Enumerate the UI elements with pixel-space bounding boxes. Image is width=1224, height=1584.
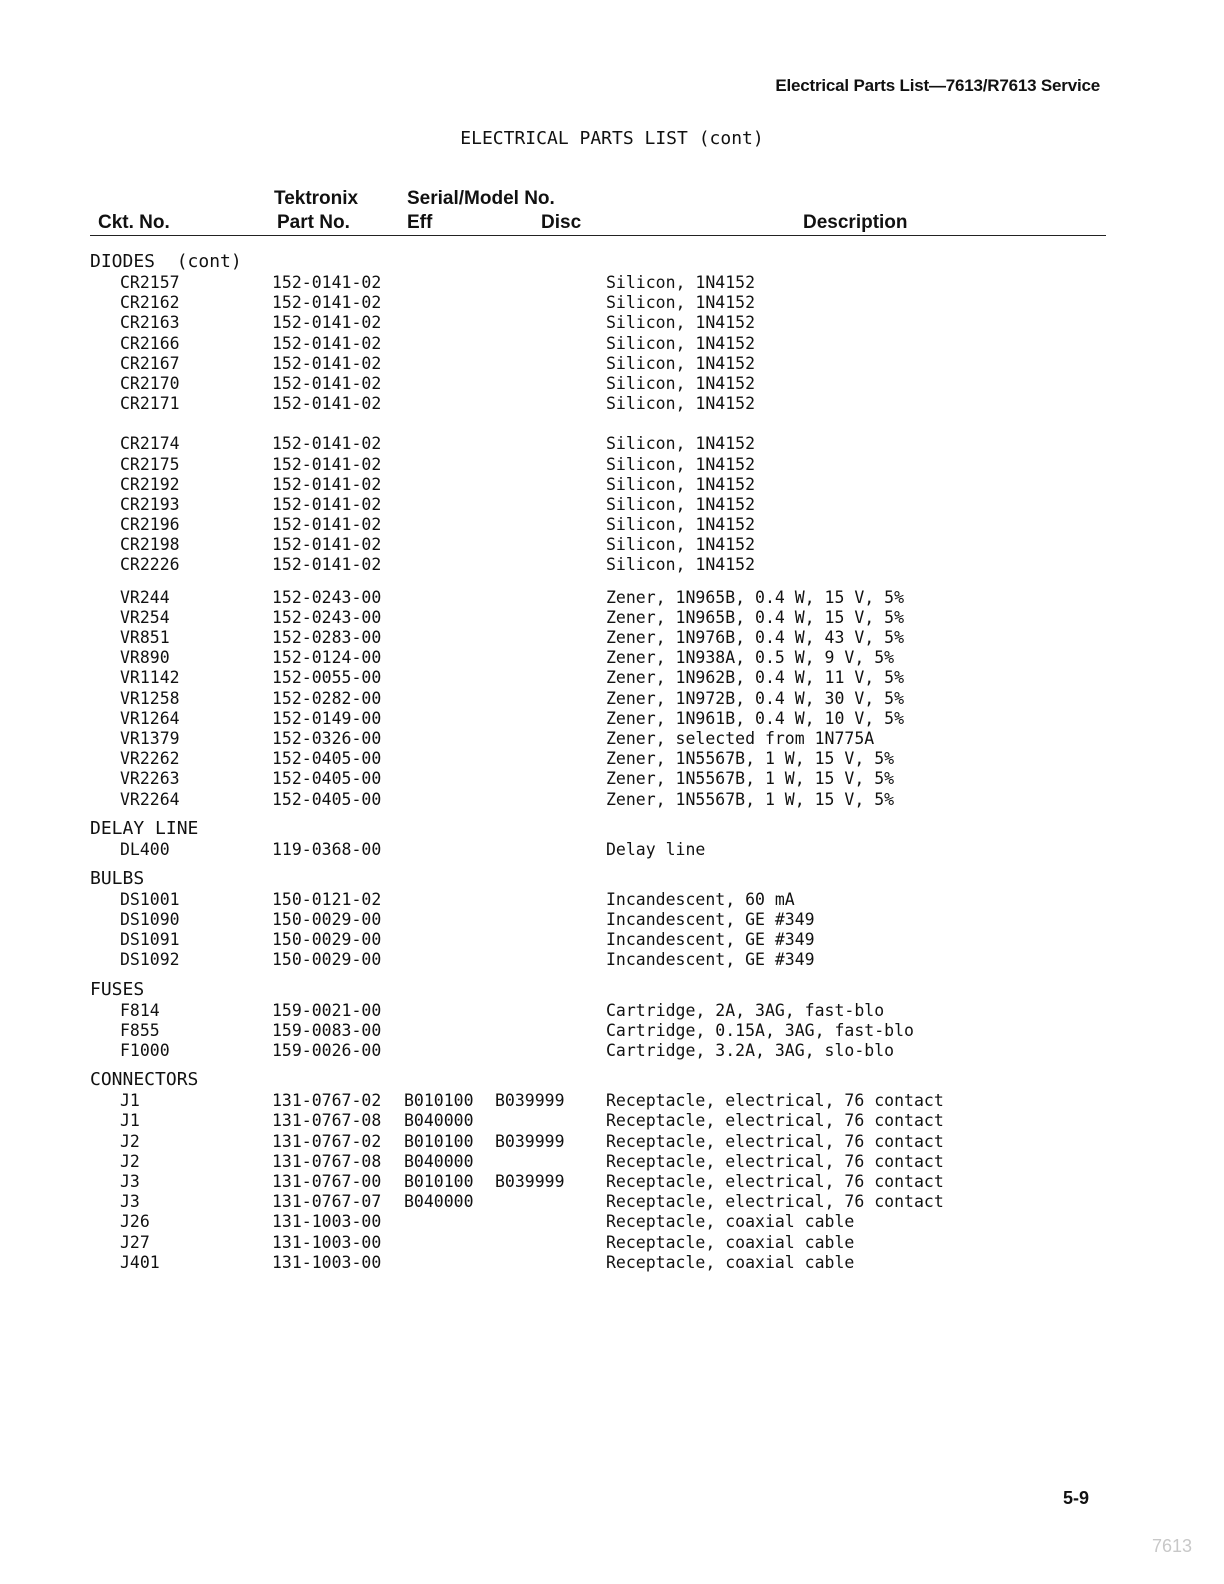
ckt-no: VR2262 <box>120 749 180 769</box>
ckt-no: CR2171 <box>120 394 180 414</box>
ckt-no: CR2196 <box>120 515 180 535</box>
part-no: 159-0026-00 <box>272 1041 382 1060</box>
description: Zener, 1N976B, 0.4 W, 43 V, 5% <box>606 628 905 647</box>
section-title: DELAY LINE <box>90 817 199 839</box>
part-no: 152-0141-02 <box>272 293 382 313</box>
serial-eff: B040000 <box>404 1111 474 1131</box>
table-row <box>90 1021 1106 1041</box>
description: Incandescent, GE #349 <box>606 930 815 950</box>
header-rule <box>90 235 1106 236</box>
ckt-no: VR2263 <box>120 769 180 789</box>
col-tektronix: Tektronix <box>274 188 359 209</box>
description: Zener, 1N938A, 0.5 W, 9 V, 5% <box>606 648 895 668</box>
row-gap <box>90 576 1106 588</box>
part-no: 131-0767-08 <box>272 1111 382 1131</box>
table-row <box>90 334 1106 354</box>
description: Silicon, 1N4152 <box>606 373 756 393</box>
part-no: 152-0141-02 <box>272 434 382 454</box>
ckt-no: CR2174 <box>120 434 180 454</box>
description: Receptacle, electrical, 76 contact <box>606 1131 944 1151</box>
ckt-no: CR2226 <box>120 555 180 575</box>
table-row <box>90 475 1106 495</box>
description: Silicon, 1N4152 <box>606 293 756 313</box>
serial-eff: B040000 <box>404 1151 474 1171</box>
description: Receptacle, coaxial cable <box>606 1252 855 1272</box>
description: Receptacle, electrical, 76 contact <box>606 1111 944 1131</box>
description: Silicon, 1N4152 <box>606 333 756 353</box>
part-no: 152-0124-00 <box>272 648 382 668</box>
col-ckt-no: Ckt. No. <box>98 212 170 233</box>
serial-eff: B010100 <box>404 1131 474 1151</box>
part-no: 150-0029-00 <box>272 950 382 970</box>
description: Incandescent, GE #349 <box>606 950 815 970</box>
row-gap <box>90 414 1106 434</box>
part-no: 152-0141-02 <box>272 373 382 393</box>
table-row <box>90 273 1106 293</box>
table-row <box>90 790 1106 810</box>
table-row <box>90 749 1106 769</box>
table-row <box>90 1233 1106 1253</box>
section-title: BULBS <box>90 867 145 889</box>
ckt-no: J2 <box>120 1151 140 1171</box>
table-row <box>90 840 1106 860</box>
ckt-no: F814 <box>120 1000 160 1020</box>
description: Silicon, 1N4152 <box>606 394 756 414</box>
description: Zener, 1N5567B, 1 W, 15 V, 5% <box>606 769 895 789</box>
ckt-no: CR2175 <box>120 454 180 474</box>
ckt-no: CR2193 <box>120 494 180 514</box>
ckt-no: VR244 <box>120 587 170 607</box>
col-disc: Disc <box>541 212 582 233</box>
table-row <box>90 455 1106 475</box>
part-no: 159-0083-00 <box>272 1020 382 1040</box>
page-number: 5-9 <box>1062 1488 1089 1508</box>
table-row <box>90 495 1106 515</box>
part-no: 150-0121-02 <box>272 889 382 909</box>
col-eff: Eff <box>407 212 433 233</box>
description: Delay line <box>606 839 706 859</box>
page-title: ELECTRICAL PARTS LIST (cont) <box>460 128 764 149</box>
part-no: 152-0405-00 <box>272 749 382 769</box>
ckt-no: VR254 <box>120 607 170 627</box>
part-no: 152-0141-02 <box>272 333 382 353</box>
table-row <box>90 1001 1106 1021</box>
ckt-no: CR2170 <box>120 373 180 393</box>
serial-eff: B010100 <box>404 1091 474 1111</box>
ckt-no: CR2163 <box>120 313 180 333</box>
table-row <box>90 668 1106 688</box>
ckt-no: DS1090 <box>120 910 180 930</box>
ckt-no: DS1091 <box>120 930 180 950</box>
table-row <box>90 1041 1106 1061</box>
description: Zener, 1N965B, 0.4 W, 15 V, 5% <box>606 607 905 627</box>
part-no: 131-1003-00 <box>272 1212 382 1232</box>
ckt-no: J1 <box>120 1091 140 1111</box>
description: Silicon, 1N4152 <box>606 454 756 474</box>
description: Silicon, 1N4152 <box>606 494 756 514</box>
description: Zener, selected from 1N775A <box>606 728 875 748</box>
part-no: 150-0029-00 <box>272 930 382 950</box>
parts-section <box>90 868 1106 971</box>
part-no: 152-0243-00 <box>272 587 382 607</box>
part-no: 119-0368-00 <box>272 839 382 859</box>
description: Zener, 1N965B, 0.4 W, 15 V, 5% <box>606 587 905 607</box>
ckt-no: CR2167 <box>120 353 180 373</box>
ckt-no: VR1142 <box>120 668 180 688</box>
parts-section <box>90 818 1106 860</box>
description: Silicon, 1N4152 <box>606 353 756 373</box>
serial-disc: B039999 <box>495 1091 565 1111</box>
part-no: 152-0141-02 <box>272 394 382 414</box>
parts-section <box>90 1069 1106 1273</box>
description: Silicon, 1N4152 <box>606 535 756 555</box>
description: Silicon, 1N4152 <box>606 515 756 535</box>
ckt-no: CR2192 <box>120 474 180 494</box>
description: Zener, 1N5567B, 1 W, 15 V, 5% <box>606 749 895 769</box>
description: Zener, 1N5567B, 1 W, 15 V, 5% <box>606 789 895 809</box>
part-no: 152-0141-02 <box>272 474 382 494</box>
ckt-no: VR1379 <box>120 728 180 748</box>
table-row <box>90 1192 1106 1212</box>
description: Zener, 1N961B, 0.4 W, 10 V, 5% <box>606 708 905 728</box>
ckt-no: CR2157 <box>120 273 180 292</box>
part-no: 152-0326-00 <box>272 728 382 748</box>
part-no: 152-0141-02 <box>272 273 382 292</box>
table-row <box>90 354 1106 374</box>
description: Receptacle, electrical, 76 contact <box>606 1192 944 1212</box>
ckt-no: J2 <box>120 1131 140 1151</box>
description: Cartridge, 3.2A, 3AG, slo-blo <box>606 1041 895 1060</box>
description: Cartridge, 2A, 3AG, fast-blo <box>606 1000 885 1020</box>
table-row <box>90 910 1106 930</box>
table-row <box>90 1152 1106 1172</box>
table-row <box>90 434 1106 454</box>
description: Receptacle, coaxial cable <box>606 1212 855 1232</box>
part-no: 152-0141-02 <box>272 494 382 514</box>
table-row <box>90 1132 1106 1152</box>
part-no: 159-0021-00 <box>272 1000 382 1020</box>
table-row <box>90 313 1106 333</box>
serial-eff: B010100 <box>404 1171 474 1191</box>
table-row <box>90 374 1106 394</box>
serial-disc: B039999 <box>495 1131 565 1151</box>
ckt-no: VR851 <box>120 628 170 647</box>
serial-disc: B039999 <box>495 1171 565 1191</box>
table-row <box>90 1172 1106 1192</box>
description: Receptacle, coaxial cable <box>606 1232 855 1252</box>
section-title: FUSES <box>90 978 145 1000</box>
parts-list <box>90 251 1106 1273</box>
ckt-no: DL400 <box>120 839 170 859</box>
description: Incandescent, 60 mA <box>606 889 795 909</box>
ckt-no: J3 <box>120 1192 140 1212</box>
table-row <box>90 689 1106 709</box>
col-part-no: Part No. <box>277 212 350 233</box>
part-no: 152-0141-02 <box>272 555 382 575</box>
part-no: 152-0141-02 <box>272 353 382 373</box>
part-no: 152-0405-00 <box>272 789 382 809</box>
part-no: 152-0405-00 <box>272 769 382 789</box>
description: Silicon, 1N4152 <box>606 474 756 494</box>
part-no: 131-0767-02 <box>272 1091 382 1111</box>
description: Cartridge, 0.15A, 3AG, fast-blo <box>606 1020 914 1040</box>
description: Receptacle, electrical, 76 contact <box>606 1151 944 1171</box>
table-row <box>90 890 1106 910</box>
table-row <box>90 535 1106 555</box>
table-row <box>90 1091 1106 1111</box>
ckt-no: J3 <box>120 1171 140 1191</box>
ckt-no: VR1264 <box>120 708 180 728</box>
part-no: 152-0141-02 <box>272 454 382 474</box>
description: Zener, 1N962B, 0.4 W, 11 V, 5% <box>606 668 905 688</box>
watermark: 7613 <box>1151 1536 1192 1556</box>
parts-section <box>90 251 1106 810</box>
ckt-no: CR2162 <box>120 293 180 313</box>
description: Silicon, 1N4152 <box>606 555 756 575</box>
table-row <box>90 950 1106 970</box>
table-row <box>90 769 1106 789</box>
part-no: 131-1003-00 <box>272 1232 382 1252</box>
description: Silicon, 1N4152 <box>606 273 756 292</box>
part-no: 131-0767-02 <box>272 1131 382 1151</box>
part-no: 152-0149-00 <box>272 708 382 728</box>
col-description: Description <box>803 212 908 233</box>
ckt-no: J1 <box>120 1111 140 1131</box>
part-no: 152-0282-00 <box>272 688 382 708</box>
table-row <box>90 293 1106 313</box>
part-no: 152-0141-02 <box>272 313 382 333</box>
ckt-no: VR890 <box>120 648 170 668</box>
serial-eff: B040000 <box>404 1192 474 1212</box>
table-row <box>90 1212 1106 1232</box>
ckt-no: J401 <box>120 1252 160 1272</box>
part-no: 152-0141-02 <box>272 535 382 555</box>
ckt-no: CR2198 <box>120 535 180 555</box>
description: Receptacle, electrical, 76 contact <box>606 1171 944 1191</box>
part-no: 131-0767-08 <box>272 1151 382 1171</box>
table-row <box>90 729 1106 749</box>
ckt-no: F1000 <box>120 1041 170 1060</box>
ckt-no: VR1258 <box>120 688 180 708</box>
section-title: CONNECTORS <box>90 1069 199 1091</box>
table-row <box>90 930 1106 950</box>
part-no: 131-1003-00 <box>272 1252 382 1272</box>
description: Silicon, 1N4152 <box>606 434 756 454</box>
ckt-no: J27 <box>120 1232 150 1252</box>
part-no: 150-0029-00 <box>272 910 382 930</box>
running-header: Electrical Parts List—7613/R7613 Service <box>775 76 1100 95</box>
part-no: 131-0767-00 <box>272 1171 382 1191</box>
section-title: DIODES (cont) <box>90 251 242 272</box>
table-row <box>90 608 1106 628</box>
description: Incandescent, GE #349 <box>606 910 815 930</box>
table-row <box>90 709 1106 729</box>
table-row <box>90 1111 1106 1131</box>
part-no: 152-0243-00 <box>272 607 382 627</box>
parts-section <box>90 979 1106 1062</box>
table-row <box>90 555 1106 575</box>
description: Zener, 1N972B, 0.4 W, 30 V, 5% <box>606 688 905 708</box>
part-no: 152-0055-00 <box>272 668 382 688</box>
part-no: 152-0283-00 <box>272 628 382 647</box>
description: Silicon, 1N4152 <box>606 313 756 333</box>
part-no: 131-0767-07 <box>272 1192 382 1212</box>
ckt-no: F855 <box>120 1020 160 1040</box>
table-row <box>90 515 1106 535</box>
table-row <box>90 1253 1106 1273</box>
col-serial-model: Serial/Model No. <box>407 188 555 209</box>
ckt-no: J26 <box>120 1212 150 1232</box>
ckt-no: CR2166 <box>120 333 180 353</box>
ckt-no: VR2264 <box>120 789 180 809</box>
part-no: 152-0141-02 <box>272 515 382 535</box>
ckt-no: DS1001 <box>120 889 180 909</box>
table-row <box>90 588 1106 608</box>
description: Receptacle, electrical, 76 contact <box>606 1091 944 1111</box>
ckt-no: DS1092 <box>120 950 180 970</box>
table-row <box>90 628 1106 648</box>
table-row <box>90 648 1106 668</box>
table-row <box>90 394 1106 414</box>
